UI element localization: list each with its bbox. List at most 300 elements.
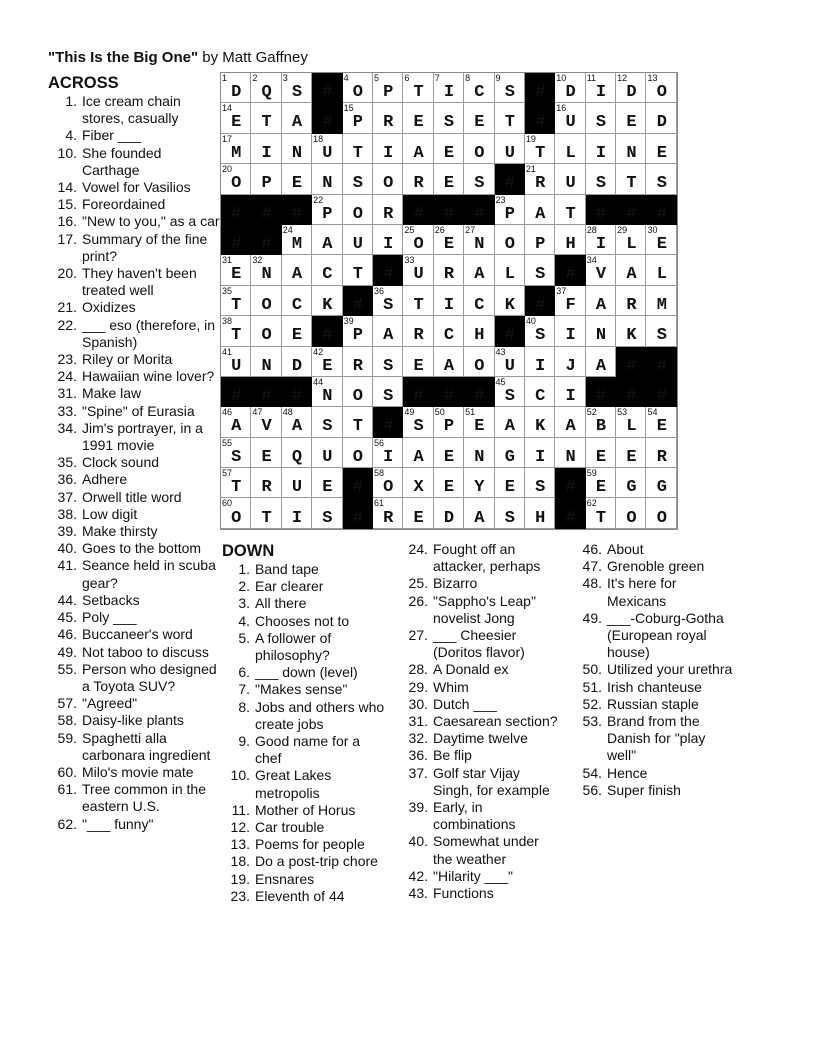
grid-cell[interactable] bbox=[495, 347, 525, 377]
black-square bbox=[434, 195, 464, 225]
grid-cell[interactable] bbox=[373, 316, 403, 346]
clue-number-label: 13 bbox=[647, 73, 658, 83]
grid-cell[interactable] bbox=[312, 407, 342, 437]
down-clue bbox=[222, 699, 387, 733]
grid-cell[interactable] bbox=[282, 225, 312, 255]
grid-cell[interactable] bbox=[373, 286, 403, 316]
grid-cell[interactable] bbox=[434, 225, 464, 255]
clue-number: 39. bbox=[57, 523, 77, 540]
grid-cell[interactable] bbox=[464, 438, 494, 468]
grid-cell[interactable] bbox=[403, 164, 433, 194]
grid-cell[interactable] bbox=[403, 286, 433, 316]
grid-cell[interactable] bbox=[221, 347, 251, 377]
clue-text: "Spine" of Eurasia bbox=[82, 402, 195, 419]
grid-cell[interactable] bbox=[434, 468, 464, 498]
clue-number: 27. bbox=[408, 627, 428, 644]
grid-cell[interactable] bbox=[586, 316, 616, 346]
clue-text: Adhere bbox=[82, 471, 128, 488]
grid-cell[interactable] bbox=[312, 377, 342, 407]
grid-cell[interactable] bbox=[373, 468, 403, 498]
grid-cell[interactable] bbox=[282, 73, 312, 103]
grid-cell[interactable] bbox=[555, 347, 585, 377]
grid-cell[interactable] bbox=[464, 407, 494, 437]
grid-cell[interactable] bbox=[464, 164, 494, 194]
grid-cell[interactable] bbox=[525, 438, 555, 468]
grid-cell[interactable] bbox=[495, 225, 525, 255]
clue-number: 43. bbox=[408, 885, 428, 902]
clue-number: 57. bbox=[57, 695, 77, 712]
clue-text: ___ Cheesier (Doritos flavor) bbox=[433, 627, 525, 661]
grid-cell[interactable] bbox=[221, 255, 251, 285]
clue-number-label: 8 bbox=[465, 73, 471, 83]
clue-number: 6. bbox=[238, 664, 250, 681]
black-square bbox=[221, 225, 251, 255]
clue-number-label: 41 bbox=[222, 346, 233, 357]
grid-cell[interactable] bbox=[251, 468, 281, 498]
grid-cell[interactable] bbox=[464, 73, 494, 103]
grid-cell[interactable] bbox=[221, 468, 251, 498]
clue-number-label: 9 bbox=[495, 73, 501, 83]
clue-number-label: 33 bbox=[404, 255, 415, 266]
grid-cell[interactable] bbox=[221, 103, 251, 133]
grid-cell[interactable] bbox=[586, 468, 616, 498]
clue-text: Tree common in the eastern U.S. bbox=[82, 781, 206, 815]
grid-cell[interactable] bbox=[282, 407, 312, 437]
grid-cell[interactable] bbox=[495, 103, 525, 133]
clue-number-label: 53 bbox=[617, 407, 628, 418]
grid-cell[interactable] bbox=[586, 438, 616, 468]
clue-number-label: 45 bbox=[495, 376, 506, 387]
grid-cell[interactable] bbox=[495, 255, 525, 285]
clue-text: "Sappho's Leap" novelist Jong bbox=[433, 592, 536, 626]
grid-cell[interactable] bbox=[646, 286, 676, 316]
grid-cell[interactable] bbox=[373, 438, 403, 468]
black-square bbox=[525, 286, 555, 316]
grid-cell[interactable] bbox=[586, 498, 616, 528]
grid-cell[interactable] bbox=[373, 498, 403, 528]
grid-cell[interactable] bbox=[555, 407, 585, 437]
grid-cell[interactable] bbox=[312, 164, 342, 194]
grid-cell[interactable] bbox=[495, 468, 525, 498]
grid-cell[interactable] bbox=[251, 498, 281, 528]
black-square bbox=[312, 316, 342, 346]
grid-cell[interactable] bbox=[646, 438, 676, 468]
grid-cell[interactable] bbox=[646, 103, 676, 133]
grid-cell[interactable] bbox=[646, 134, 676, 164]
grid-cell[interactable] bbox=[495, 377, 525, 407]
grid-cell[interactable] bbox=[525, 316, 555, 346]
clue-text: Be flip bbox=[433, 747, 472, 764]
grid-cell[interactable] bbox=[646, 73, 676, 103]
grid-cell[interactable] bbox=[312, 286, 342, 316]
grid-cell[interactable] bbox=[434, 164, 464, 194]
clue-number-label: 39 bbox=[343, 316, 354, 327]
grid-cell[interactable] bbox=[312, 347, 342, 377]
across-clue bbox=[40, 213, 220, 230]
grid-cell[interactable] bbox=[434, 316, 464, 346]
grid-cell[interactable] bbox=[373, 134, 403, 164]
grid-cell[interactable] bbox=[373, 377, 403, 407]
black-square bbox=[616, 347, 646, 377]
grid-cell[interactable] bbox=[343, 164, 373, 194]
grid-cell[interactable] bbox=[646, 225, 676, 255]
across-clue bbox=[40, 730, 220, 764]
grid-cell[interactable] bbox=[464, 347, 494, 377]
grid-cell[interactable] bbox=[646, 316, 676, 346]
clue-text: Super finish bbox=[607, 781, 681, 798]
grid-cell[interactable] bbox=[616, 438, 646, 468]
clue-text: "New to you," as a car bbox=[82, 213, 220, 230]
down-clue bbox=[222, 578, 387, 595]
clue-number-label: 59 bbox=[586, 468, 597, 479]
clue-number: 31. bbox=[57, 385, 77, 402]
grid-cell[interactable] bbox=[403, 468, 433, 498]
clue-number-label: 48 bbox=[282, 407, 293, 418]
black-square bbox=[221, 195, 251, 225]
clue-text: Good name for a chef bbox=[255, 733, 361, 767]
grid-cell[interactable] bbox=[464, 316, 494, 346]
grid-cell[interactable] bbox=[251, 164, 281, 194]
down-clue bbox=[222, 630, 387, 664]
grid-row-letters: TRUE#OXEYES#EGG bbox=[231, 478, 688, 498]
clue-number: 40. bbox=[408, 833, 428, 850]
grid-cell[interactable] bbox=[586, 407, 616, 437]
grid-cell[interactable] bbox=[616, 73, 646, 103]
clue-number: 54. bbox=[582, 764, 602, 781]
grid-row-letters: ENACT#URALS#VAL bbox=[231, 265, 688, 285]
clue-number: 21. bbox=[57, 299, 77, 316]
grid-cell[interactable] bbox=[586, 347, 616, 377]
clue-number-label: 30 bbox=[647, 224, 658, 235]
clue-text: Mother of Horus bbox=[255, 801, 356, 818]
grid-cell[interactable] bbox=[343, 255, 373, 285]
grid-cell[interactable] bbox=[403, 225, 433, 255]
grid-cell[interactable] bbox=[403, 316, 433, 346]
clue-text: Daisy-like plants bbox=[82, 712, 184, 729]
grid-cell[interactable] bbox=[616, 286, 646, 316]
clue-text: Riley or Morita bbox=[82, 351, 173, 368]
grid-cell[interactable] bbox=[616, 255, 646, 285]
clue-number-label: 21 bbox=[525, 164, 536, 175]
grid-cell[interactable] bbox=[586, 225, 616, 255]
down-clue bbox=[400, 661, 560, 678]
black-square bbox=[282, 195, 312, 225]
grid-cell[interactable] bbox=[251, 347, 281, 377]
grid-cell[interactable] bbox=[525, 407, 555, 437]
grid-cell[interactable] bbox=[312, 195, 342, 225]
clue-number: 46. bbox=[582, 541, 602, 557]
grid-cell[interactable] bbox=[495, 407, 525, 437]
clue-number: 35. bbox=[57, 454, 77, 471]
clue-text: Utilized your urethra bbox=[607, 661, 733, 678]
clue-text: Somewhat under the weather bbox=[433, 833, 539, 867]
clue-text: Goes to the bottom bbox=[82, 540, 202, 557]
clue-number-label: 10 bbox=[556, 73, 567, 83]
grid-cell[interactable] bbox=[434, 438, 464, 468]
grid-cell[interactable] bbox=[403, 134, 433, 164]
grid-cell[interactable] bbox=[525, 498, 555, 528]
clue-number-label: 42 bbox=[313, 346, 324, 357]
across-clue bbox=[40, 661, 220, 695]
grid-cell[interactable] bbox=[434, 103, 464, 133]
grid-cell[interactable] bbox=[343, 195, 373, 225]
grid-cell[interactable] bbox=[586, 134, 616, 164]
across-clue bbox=[40, 368, 220, 385]
grid-cell[interactable] bbox=[343, 377, 373, 407]
clue-text: Eleventh of 44 bbox=[255, 887, 345, 904]
grid-cell[interactable] bbox=[251, 134, 281, 164]
grid-cell[interactable] bbox=[282, 164, 312, 194]
grid-cell[interactable] bbox=[312, 498, 342, 528]
clue-number: 23. bbox=[57, 351, 77, 368]
grid-cell[interactable] bbox=[586, 73, 616, 103]
grid-cell[interactable] bbox=[373, 195, 403, 225]
clue-text: Poems for people bbox=[255, 836, 365, 853]
grid-cell[interactable] bbox=[373, 73, 403, 103]
grid-cell[interactable] bbox=[221, 286, 251, 316]
grid-cell[interactable] bbox=[555, 195, 585, 225]
grid-cell[interactable] bbox=[282, 468, 312, 498]
clue-number-label: 29 bbox=[617, 224, 628, 235]
grid-cell[interactable] bbox=[251, 103, 281, 133]
grid-cell[interactable] bbox=[646, 407, 676, 437]
clue-number: 22. bbox=[57, 316, 77, 333]
grid-cell[interactable] bbox=[525, 377, 555, 407]
grid-cell[interactable] bbox=[525, 255, 555, 285]
grid-cell[interactable] bbox=[221, 438, 251, 468]
clue-text: Caesarean section? bbox=[433, 713, 558, 730]
grid-cell[interactable] bbox=[221, 73, 251, 103]
down-clue bbox=[400, 747, 560, 764]
clue-number-label: 24 bbox=[282, 224, 293, 235]
grid-cell[interactable] bbox=[251, 286, 281, 316]
across-clue bbox=[40, 816, 220, 833]
grid-cell[interactable] bbox=[616, 103, 646, 133]
clue-number-label: 16 bbox=[556, 103, 567, 114]
grid-cell[interactable] bbox=[525, 134, 555, 164]
grid-cell[interactable] bbox=[586, 286, 616, 316]
grid-cell[interactable] bbox=[312, 468, 342, 498]
clue-number-label: 26 bbox=[434, 224, 445, 235]
grid-cell[interactable] bbox=[282, 498, 312, 528]
grid-cell[interactable] bbox=[221, 134, 251, 164]
grid-cell[interactable] bbox=[616, 164, 646, 194]
grid-cell[interactable] bbox=[251, 407, 281, 437]
clue-number-label: 32 bbox=[252, 255, 263, 266]
clue-number-label: 25 bbox=[404, 224, 415, 235]
black-square bbox=[646, 195, 676, 225]
grid-cell[interactable] bbox=[403, 347, 433, 377]
grid-cell[interactable] bbox=[525, 225, 555, 255]
clue-number: 17. bbox=[57, 230, 77, 247]
grid-cell[interactable] bbox=[282, 286, 312, 316]
grid-cell[interactable] bbox=[616, 407, 646, 437]
grid-cell[interactable] bbox=[343, 347, 373, 377]
black-square bbox=[282, 377, 312, 407]
down-clue bbox=[222, 853, 387, 870]
grid-cell[interactable] bbox=[555, 438, 585, 468]
grid-cell[interactable] bbox=[343, 407, 373, 437]
grid-cell[interactable] bbox=[343, 134, 373, 164]
clue-text: Functions bbox=[433, 885, 494, 902]
grid-cell[interactable] bbox=[646, 498, 676, 528]
grid-cell[interactable] bbox=[312, 134, 342, 164]
grid-cell[interactable] bbox=[495, 498, 525, 528]
grid-cell[interactable] bbox=[251, 255, 281, 285]
grid-cell[interactable] bbox=[555, 286, 585, 316]
grid-cell[interactable] bbox=[464, 286, 494, 316]
grid-cell[interactable] bbox=[495, 195, 525, 225]
grid-cell[interactable] bbox=[525, 468, 555, 498]
grid-cell[interactable] bbox=[495, 286, 525, 316]
grid-cell[interactable] bbox=[373, 225, 403, 255]
across-clue-list bbox=[40, 93, 220, 833]
across-clue bbox=[40, 299, 220, 316]
clue-text: Seance held in scuba gear? bbox=[82, 557, 216, 591]
grid-cell[interactable] bbox=[251, 316, 281, 346]
black-square bbox=[373, 407, 403, 437]
grid-cell[interactable] bbox=[525, 347, 555, 377]
across-clue bbox=[40, 231, 220, 265]
down-clue bbox=[400, 593, 560, 627]
clue-number-label: 50 bbox=[434, 407, 445, 418]
black-square bbox=[403, 377, 433, 407]
clue-number: 40. bbox=[57, 540, 77, 557]
grid-cell[interactable] bbox=[525, 195, 555, 225]
grid-cell[interactable] bbox=[221, 316, 251, 346]
grid-cell[interactable] bbox=[343, 225, 373, 255]
grid-cell[interactable] bbox=[251, 73, 281, 103]
grid-cell[interactable] bbox=[555, 103, 585, 133]
grid-cell[interactable] bbox=[282, 103, 312, 133]
grid-cell[interactable] bbox=[434, 407, 464, 437]
grid-cell[interactable] bbox=[646, 468, 676, 498]
clue-text: Ear clearer bbox=[255, 578, 324, 595]
grid-cell[interactable] bbox=[464, 134, 494, 164]
down-clue bbox=[574, 765, 734, 782]
black-square bbox=[495, 164, 525, 194]
black-square bbox=[373, 255, 403, 285]
grid-cell[interactable] bbox=[555, 316, 585, 346]
clue-text: ___ eso (therefore, in Spanish) bbox=[82, 316, 216, 350]
grid-cell[interactable] bbox=[434, 347, 464, 377]
grid-cell[interactable] bbox=[555, 134, 585, 164]
grid-cell[interactable] bbox=[464, 103, 494, 133]
grid-cell[interactable] bbox=[464, 468, 494, 498]
grid-cell[interactable] bbox=[343, 316, 373, 346]
grid-cell[interactable] bbox=[373, 164, 403, 194]
black-square bbox=[312, 73, 342, 103]
grid-cell[interactable] bbox=[221, 407, 251, 437]
grid-cell[interactable] bbox=[555, 164, 585, 194]
clue-number: 1. bbox=[238, 561, 250, 577]
grid-cell[interactable] bbox=[373, 103, 403, 133]
grid-cell[interactable] bbox=[616, 316, 646, 346]
grid-cell[interactable] bbox=[586, 255, 616, 285]
grid-cell[interactable] bbox=[586, 103, 616, 133]
clue-text: Grenoble green bbox=[607, 558, 705, 575]
grid-cell[interactable] bbox=[343, 438, 373, 468]
across-clue bbox=[40, 540, 220, 557]
grid-cell[interactable] bbox=[282, 438, 312, 468]
grid-cell[interactable] bbox=[251, 438, 281, 468]
grid-cell[interactable] bbox=[495, 438, 525, 468]
across-clue bbox=[40, 781, 220, 815]
down-clue bbox=[400, 679, 560, 696]
grid-cell[interactable] bbox=[403, 103, 433, 133]
clue-number: 23. bbox=[230, 887, 250, 904]
grid-cell[interactable] bbox=[555, 225, 585, 255]
grid-row-letters: OTIS#REDASH#TOO bbox=[231, 508, 688, 528]
clue-text: Daytime twelve bbox=[433, 730, 528, 747]
grid-cell[interactable] bbox=[343, 73, 373, 103]
grid-cell[interactable] bbox=[221, 164, 251, 194]
grid-cell[interactable] bbox=[434, 286, 464, 316]
grid-cell[interactable] bbox=[434, 255, 464, 285]
grid-cell[interactable] bbox=[434, 498, 464, 528]
grid-cell[interactable] bbox=[343, 103, 373, 133]
grid-cell[interactable] bbox=[646, 164, 676, 194]
grid-cell[interactable] bbox=[616, 225, 646, 255]
grid-cell[interactable] bbox=[282, 134, 312, 164]
clue-number-label: 52 bbox=[586, 407, 597, 418]
grid-cell[interactable] bbox=[616, 134, 646, 164]
clue-number-label: 6 bbox=[404, 73, 410, 83]
grid-cell[interactable] bbox=[586, 164, 616, 194]
grid-cell[interactable] bbox=[555, 73, 585, 103]
grid-cell[interactable] bbox=[555, 377, 585, 407]
grid-cell[interactable] bbox=[464, 255, 494, 285]
grid-cell[interactable] bbox=[495, 134, 525, 164]
clue-text: She founded Carthage bbox=[82, 144, 162, 178]
grid-cell[interactable] bbox=[646, 255, 676, 285]
clue-number: 8. bbox=[238, 698, 250, 715]
grid-cell[interactable] bbox=[312, 225, 342, 255]
grid-cell[interactable] bbox=[403, 407, 433, 437]
clue-number: 24. bbox=[57, 368, 77, 385]
clue-text: Car trouble bbox=[255, 819, 325, 836]
grid-cell[interactable] bbox=[312, 438, 342, 468]
grid-cell[interactable] bbox=[495, 73, 525, 103]
grid-cell[interactable] bbox=[403, 255, 433, 285]
clue-text: Not taboo to discuss bbox=[82, 643, 209, 660]
clue-text: "Agreed" bbox=[82, 695, 138, 712]
grid-cell[interactable] bbox=[282, 316, 312, 346]
black-square bbox=[616, 377, 646, 407]
grid-cell[interactable] bbox=[434, 134, 464, 164]
clue-number: 3. bbox=[238, 595, 250, 612]
grid-cell[interactable] bbox=[464, 498, 494, 528]
clue-number: 47. bbox=[582, 558, 602, 575]
grid-cell[interactable] bbox=[221, 498, 251, 528]
grid-cell[interactable] bbox=[373, 347, 403, 377]
grid-cell[interactable] bbox=[525, 164, 555, 194]
clue-text: Jim's portrayer, in a 1991 movie bbox=[82, 419, 203, 454]
grid-cell[interactable] bbox=[403, 438, 433, 468]
black-square bbox=[251, 377, 281, 407]
grid-cell[interactable] bbox=[403, 498, 433, 528]
clue-number: 10. bbox=[230, 767, 250, 784]
grid-cell[interactable] bbox=[403, 73, 433, 103]
grid-cell[interactable] bbox=[282, 255, 312, 285]
across-clue bbox=[40, 609, 220, 626]
grid-cell[interactable] bbox=[282, 347, 312, 377]
grid-cell[interactable] bbox=[616, 468, 646, 498]
grid-cell[interactable] bbox=[464, 225, 494, 255]
grid-cell[interactable] bbox=[616, 498, 646, 528]
grid-cell[interactable] bbox=[312, 255, 342, 285]
grid-cell[interactable] bbox=[434, 73, 464, 103]
